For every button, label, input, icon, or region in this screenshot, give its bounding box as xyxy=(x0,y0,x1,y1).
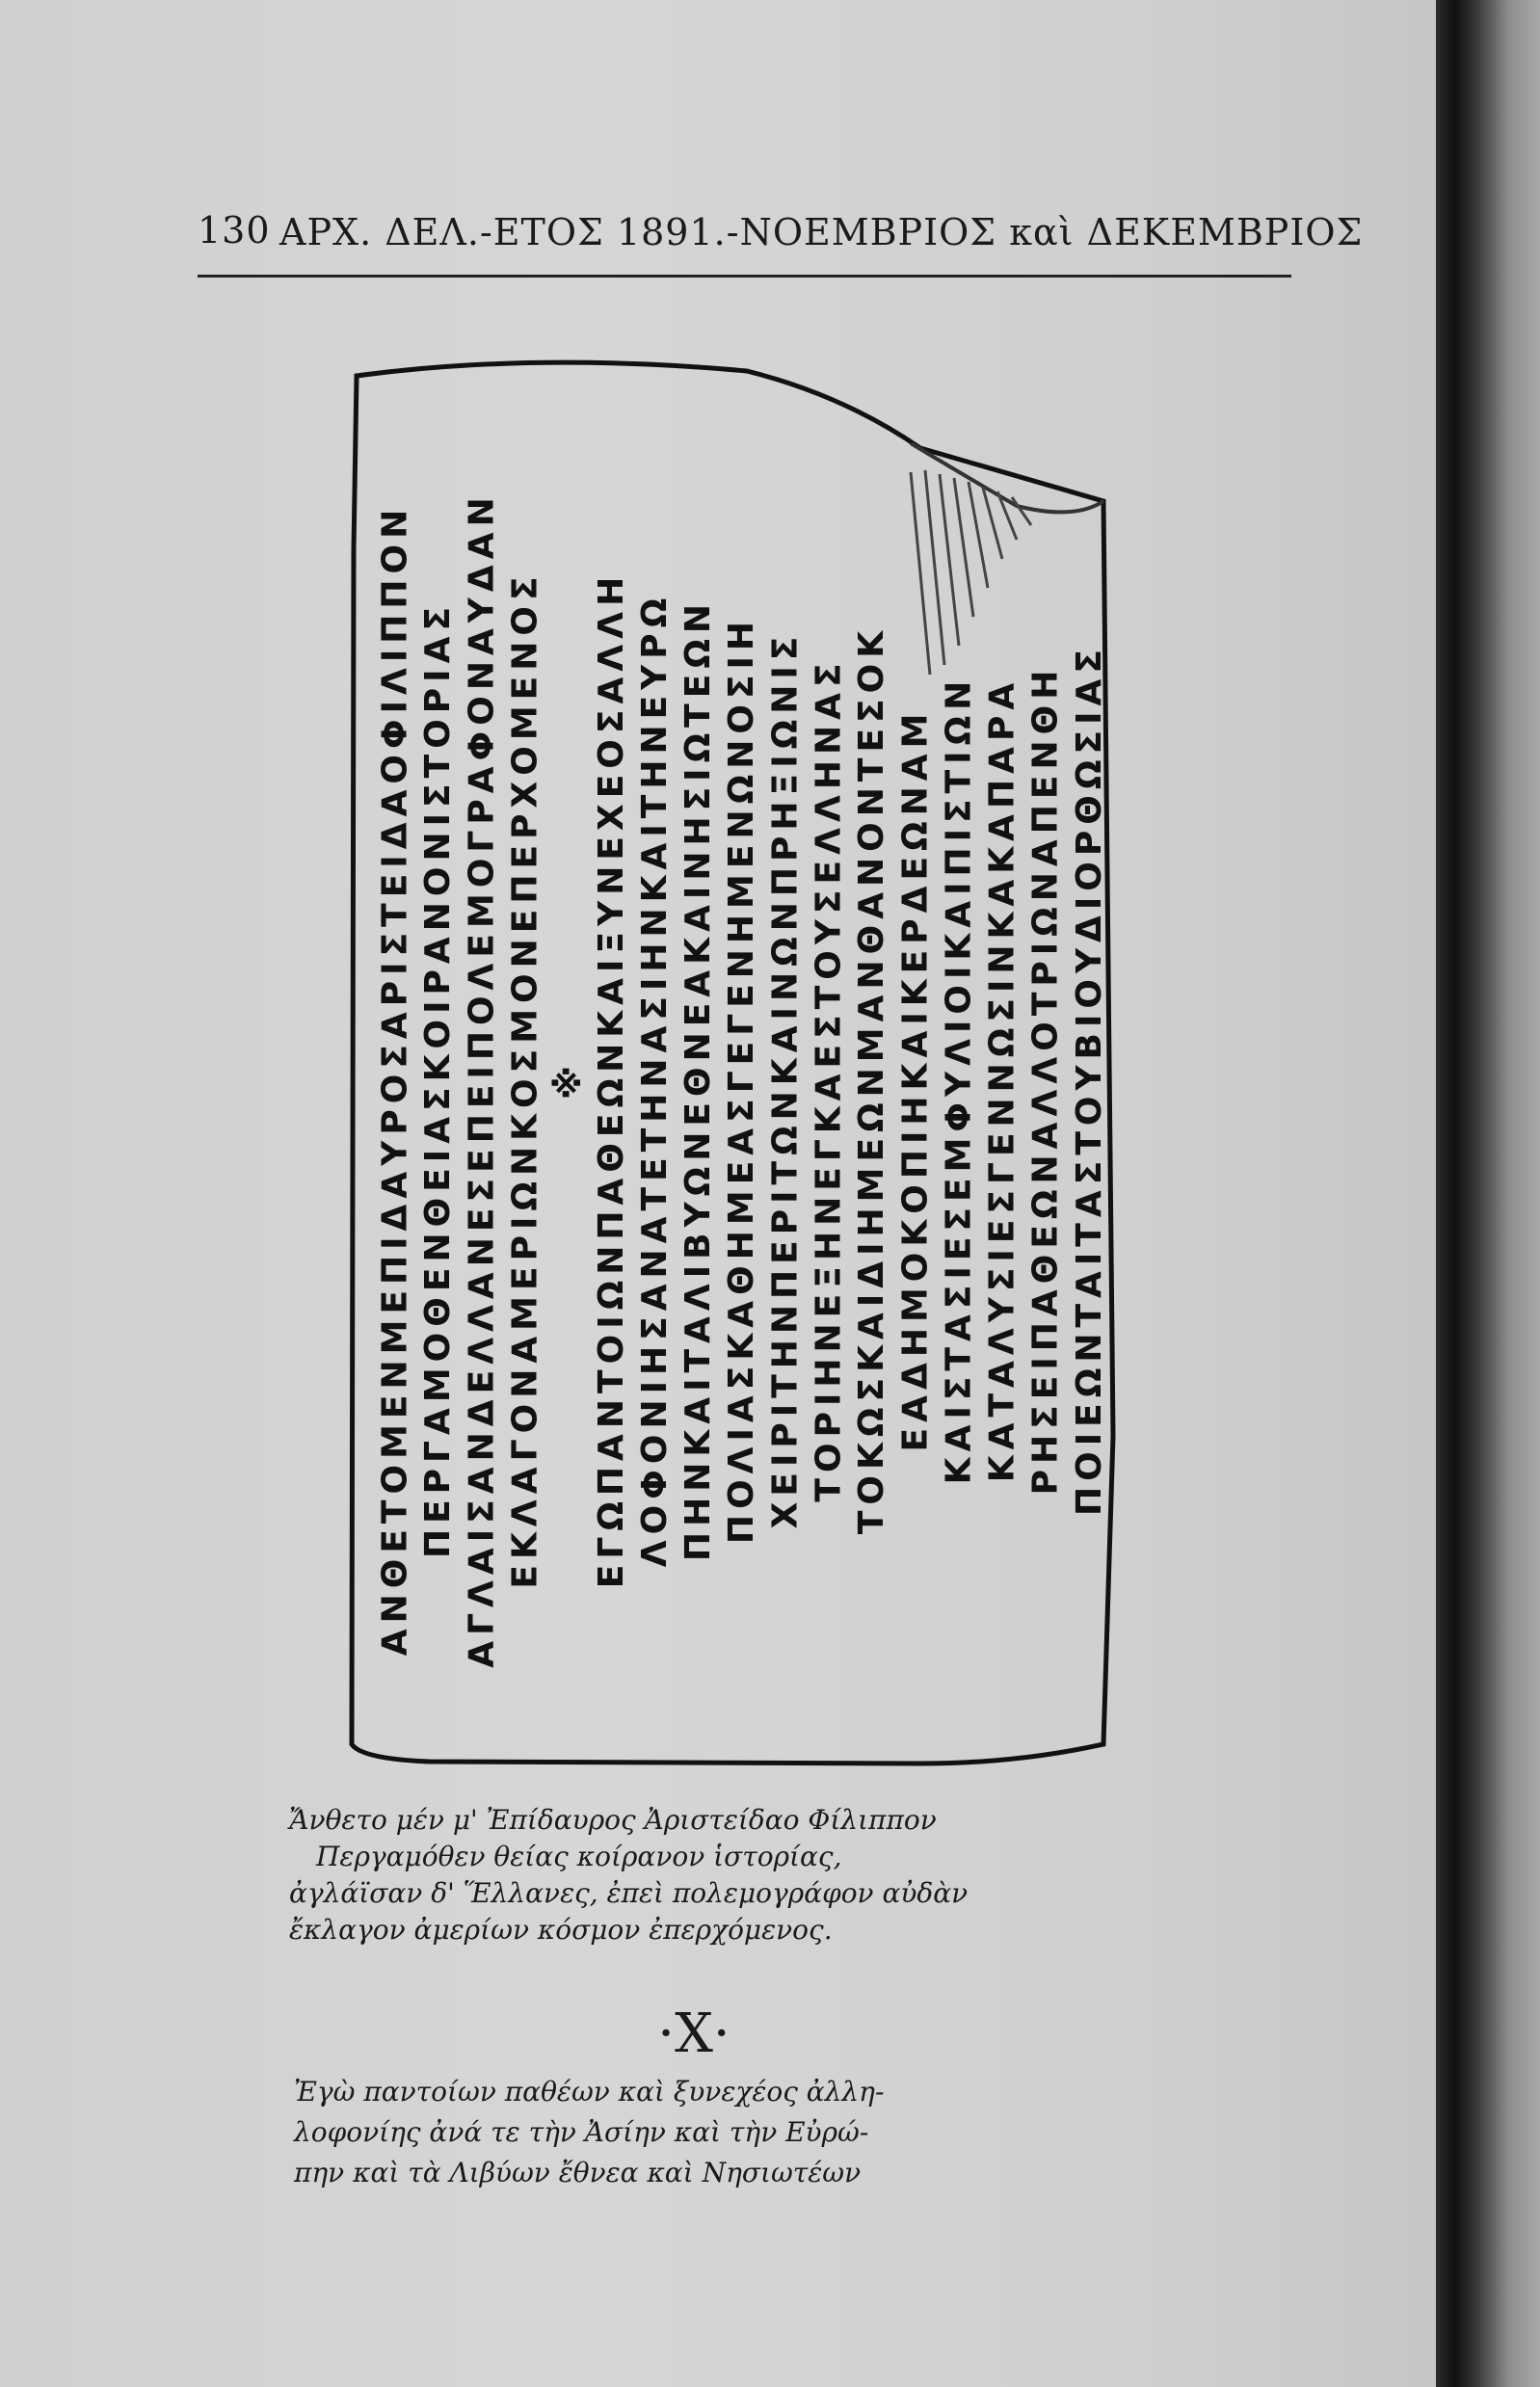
verse-line: Περγαμόθεν θείας κοίρανον ἱστορίας, xyxy=(316,1841,842,1872)
inscription-line: ΚΑΤΑΛΥΣΙΕΣΓΕΝΝΩΣΙΝΚΑΚΑΠΑΡΑ xyxy=(982,676,1022,1482)
verse-line: Ἄνθετο μέν μ' Ἐπίδαυρος Ἀριστείδαο Φίλιππον xyxy=(289,1804,937,1836)
inscription-line: ΠΕΡΓΑΜΟΘΕΝΘΕΙΑΣΚΟΙΡΑΝΟΝΙΣΤΟΡΙΑΣ xyxy=(418,600,459,1558)
inscription-line: ΛΟΦΟΝΙΗΣΑΝΑΤΕΤΗΝΑΣΙΗΝΚΑΙΤΗΝΕΥΡΩ xyxy=(635,592,676,1567)
inscription-line: ΤΟΚΩΣΚΑΙΔΙΗΜΕΩΝΜΑΝΘΑΝΟΝΤΕΣΟΚ xyxy=(852,624,892,1534)
running-header xyxy=(198,198,1364,275)
inscription-line: ΠΟΙΕΩΝΤΑΙΤΑΣΤΟΥΒΙΟΥΔΙΟΡΘΩΣΙΑΣ xyxy=(1069,643,1109,1516)
verse-transliteration xyxy=(289,1802,1041,1949)
book-binding-shadow xyxy=(1436,0,1540,2387)
prose-line: πην καὶ τὰ Λιβύων ἔθνεα καὶ Νησιωτέων xyxy=(294,2157,862,2188)
verse-line: ἀγλάϊσαν δ' Ἕλλανες, ἐπεὶ πολεμογράφον αὐδὰν xyxy=(289,1877,969,1909)
inscription-line: ΠΟΛΙΑΣΚΑΘΗΜΕΑΣΓΕΓΕΝΗΜΕΝΩΝΟΣΙΗ xyxy=(722,615,762,1544)
prose-line: Ἐγὼ παντοίων παθέων καὶ ξυνεχέος ἀλλη- xyxy=(294,2076,885,2108)
inscription-divider-mark: ※ xyxy=(548,1059,589,1100)
inscription-stone xyxy=(342,357,1123,1802)
inscription-line: ΑΓΛΑΙΣΑΝΔΕΛΛΑΝΕΣΕΠΕΙΠΟΛΕΜΟΓΡΑΦΟΝΑΥΔΑΝ xyxy=(462,491,502,1668)
running-title: ΑΡΧ. ΔΕΛ.-ΕΤΟΣ 1891.-ΝΟΕΜΒΡΙΟΣ καὶ ΔΕΚΕΜΒΡΙΟΣ xyxy=(279,211,1364,253)
section-separator: ·Χ· xyxy=(657,2002,730,2065)
prose-line: λοφονίης ἀνά τε τὴν Ἀσίην καὶ τὴν Εὐρώ- xyxy=(294,2116,869,2148)
inscription-line: ΡΗΣΕΙΠΑΘΕΩΝΑΛΛΟΤΡΙΩΝΑΠΕΝΘΗ xyxy=(1025,664,1066,1495)
inscription-line: ΤΟΡΙΗΝΕΞΗΝΕΓΚΑΕΣΤΟΥΣΕΛΛΗΝΑΣ xyxy=(809,656,849,1502)
inscription-line: ΑΝΘΕΤΟΜΕΝΜΕΠΙΔΑΥΡΟΣΑΡΙΣΤΕΙΔΑΟΦΙΛΙΠΠΟΝ xyxy=(375,503,415,1656)
prose-transliteration xyxy=(294,2072,920,2193)
inscription-line: ΕΑΔΗΜΟΚΟΠΙΗΚΑΙΚΕΡΔΕΩΝΑΜ xyxy=(895,707,936,1451)
inscription-line: ΕΚΛΑΓΟΝΑΜΕΡΙΩΝΚΟΣΜΟΝΕΠΕΡΧΟΜΕΝΟΣ xyxy=(505,570,545,1589)
inscription-line: ΠΗΝΚΑΙΤΑΛΙΒΥΩΝΕΘΝΕΑΚΑΙΝΗΣΙΩΤΕΩΝ xyxy=(678,597,719,1561)
verse-line: ἔκλαγον ἀμερίων κόσμον ἐπερχόμενος. xyxy=(289,1914,833,1946)
inscription-line: ΧΕΙΡΙΤΗΝΠΕΡΙΤΩΝΚΑΙΝΩΝΠΡΗΞΙΩΝΙΣ xyxy=(765,630,806,1528)
inscription-line: ΚΑΙΣΤΑΣΙΕΣΕΜΦΥΛΙΟΙΚΑΙΠΙΣΤΙΩΝ xyxy=(939,675,979,1484)
inscription-line: ΕΓΩΠΑΝΤΟΙΩΝΠΑΘΕΩΝΚΑΙΞΥΝΕΧΕΟΣΑΛΛΗ xyxy=(592,570,632,1588)
page-number: 130 xyxy=(198,209,271,252)
header-rule xyxy=(198,275,1291,278)
